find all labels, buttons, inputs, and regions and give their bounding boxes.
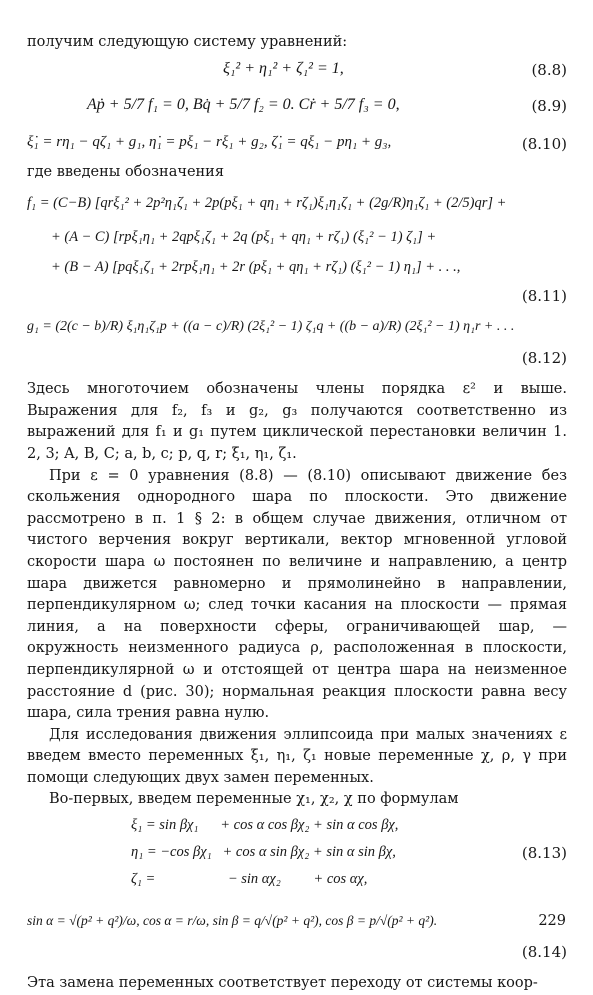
equation-8-9 (27, 92, 567, 126)
equation-8-11 (27, 193, 567, 311)
equation-8-12-text: g₁ = (2(c − b)/R) ξ₁η₁ζ₁p + ((a − c)/R) (2ξ₁² − 1) ζ₁q + ((b − a)/R) (2ξ₁² − 1) η₁r + . . . (27, 319, 515, 335)
intro-text: получим следующую систему уравнений: (27, 34, 348, 50)
equation-8-13-line-3: ζ₁ = − sin αχ₂ + cos αχ, (131, 871, 368, 888)
equation-8-10 (27, 132, 567, 162)
equation-8-14-text: sin α = √(p² + q²)/ω, cos α = r/ω, sin β = q/√(p² + q²), cos β = p/√(p² + q²). (27, 913, 438, 929)
equation-8-11-line-2: + (A − C) [rpξ₁η₁ + 2qpξ₁ζ₁ + 2q (pξ₁ + qη₁ + rζ₁) (ξ₁² − 1) ζ₁] + (51, 229, 437, 246)
equation-8-13-line-2: η₁ = −cos βχ₁ + cos α sin βχ₂ + sin α sin βχ, (131, 844, 396, 861)
equation-8-11-line-1: f₁ = (C−B) [qrξ₁² + 2p²η₁ζ₁ + 2p(pξ₁ + qη₁ + rζ₁)ξ₁η₁ζ₁ + (2g/R)η₁ζ₁ + (2/5)qr] + (27, 195, 507, 212)
where-text: где введены обозначения (27, 163, 224, 180)
equation-8-9-number: (8.9) (531, 96, 567, 115)
paragraph-4: Во-первых, введем переменные χ₁, χ₂, χ по формулам (49, 791, 459, 808)
page-number: 229 (538, 913, 566, 929)
equation-8-8 (27, 60, 567, 86)
equation-8-11-line-3: + (B − A) [pqξ₁ζ₁ + 2rpξ₁η₁ + 2r (pξ₁ + qη₁ + rζ₁) (ξ₁² − 1) η₁] + . . ., (51, 259, 461, 276)
equation-8-12 (27, 315, 567, 375)
equation-8-8-text: ξ₁² + η₁² + ζ₁² = 1, (223, 59, 344, 77)
equation-8-10-number: (8.10) (521, 134, 567, 153)
equation-8-9-text: Aṗ + 5/7 f₁ = 0, Bq̇ + 5/7 f₂ = 0. Cṙ + 5/7 f₃ = 0, (87, 95, 400, 113)
equation-8-13-number: (8.13) (521, 844, 567, 863)
equation-8-12-number: (8.12) (521, 349, 567, 368)
paragraph-3: Для исследования движения эллипсоида при малых значениях ε введем вместо переменных ξ₁, η₁, ζ₁ новые переменные χ, ρ, γ при помощи следующих двух замен переменных. (27, 726, 567, 786)
last-paragraph: Эта замена переменных соответствует переходу от системы коор- (27, 975, 538, 992)
equation-8-11-number: (8.11) (521, 287, 567, 306)
equation-8-14 (27, 907, 567, 965)
page-content (27, 30, 567, 995)
paragraph-1: Здесь многоточием обозначены члены порядка ε² и выше. Выражения для f₂, f₃ и g₂, g₃ получаются соответственно из выражений для f₁ и g₁ путем циклической перестановки величин 1. 2, 3; A, B, C; a, b, c; p, q, r; ξ₁, η₁, ζ₁. (27, 381, 567, 462)
paragraph-2: При ε = 0 уравнения (8.8) — (8.10) описывают движение без скольжения однородного шара по плоскости. Это движение рассмотрено в п. 1 § 2: в общем случае движения, отличном от чистого верчения вокруг вертикали, вектор мгновенной угловой скорости шара ω постоянен по величине и направлению, а центр шара движется равномерно и прямолинейно в направлении, перпендикулярном ω; след точки касания на плоскости — прямая линия, а на поверхности сферы, ограничивающей шар, — окружность неизменного радиуса ρ, расположенная в плоскости, перпендикулярной ω и отстоящей от центра шара на неизменное расстояние d (рис. 30); нормальная реакция плоскости равна весу шара, сила трения равна нулю. (27, 467, 567, 722)
equation-8-13 (27, 817, 567, 901)
equation-8-14-number: (8.14) (521, 943, 567, 962)
equation-8-10-text: ξ̇₁ = rη₁ − qζ₁ + g₁, η̇₁ = pξ₁ − rξ₁ + g₂, ζ̇₁ = qξ₁ − pη₁ + g₃, (27, 133, 392, 150)
equation-8-13-line-1: ξ₁ = sin βχ₁ + cos α cos βχ₂ + sin α cos βχ, (131, 817, 399, 834)
equation-8-8-number: (8.8) (531, 60, 567, 79)
